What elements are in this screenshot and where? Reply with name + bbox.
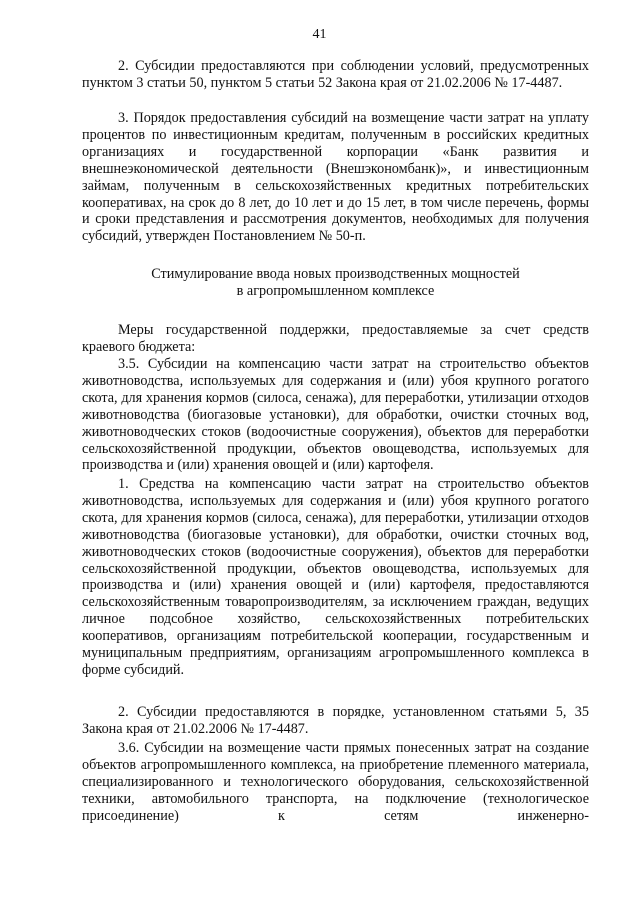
paragraph-text: 2. Субсидии предоставляются при соблюдении условий, предусмотренных пунктом 3 статьи 50, пунктом 5 статьи 52 Закона края от 21.02.2006 № 17-4487. [82, 58, 589, 91]
paragraph-text: Меры государственной поддержки, предоставляемые за счет средств краевого бюджета: [82, 322, 589, 355]
paragraph-text: 3.5. Субсидии на компенсацию части затрат на строительство объектов животноводства, используемых для содержания и (или) убоя крупного рогатого скота, для хранения кормов (силоса, сенажа), для переработки, утилизации отходов животноводства (биогазовые установки), для обработки, очистки сточных вод, животноводческих стоков (водоочистные сооружения), объектов для переработки сельскохозяйственной продукции, объектов овощеводства, используемых для производства и (или) хранения овощей и (или) картофеля. [82, 356, 589, 474]
paragraph-text: 2. Субсидии предоставляются в порядке, установленном статьями 5, 35 Закона края от 21.02.2006 № 17-4487. [82, 704, 589, 737]
paragraph-text: 1. Средства на компенсацию части затрат на строительство объектов животноводства, используемых для содержания и (или) убоя крупного рогатого скота, для хранения кормов (силоса, сенажа), для переработки, утилизации отходов животноводства (биогазовые установки), для обработки, очистки сточных вод, животноводческих стоков (водоочистные сооружения), объектов для переработки сельскохозяйственной продукции, объектов овощеводства, используемых для производства и (или) хранения овощей и (или) картофеля, предоставляются сельскохозяйственным товаропроизводителям, за исключением граждан, ведущих личное подсобное хозяйство, сельскохозяйственных потребительских кооперативов, организациям потребительской кооперации, государственным и муниципальным предприятиям, организациям агропромышленного комплекса в форме субсидий. [82, 476, 589, 678]
paragraph-item-3-5 [82, 356, 589, 474]
paragraph-text: 3. Порядок предоставления субсидий на возмещение части затрат на уплату процентов по инвестиционным кредитам, полученным в российских кредитных организациях и государственной корпорации «Банк развития и внешнеэкономической деятельности (Внешэкономбанк)», и инвестиционным займам, полученным в сельскохозяйственных кредитных потребительских кооперативах, на срок до 8 лет, до 10 лет и до 15 лет, в том числе перечень, формы и сроки представления и рассмотрения документов, необходимых для получения субсидий, утвержден Постановлением № 50-п. [82, 110, 589, 245]
paragraph-support-measures [82, 322, 589, 356]
paragraph-subsidy-procedure [82, 110, 589, 245]
paragraph-text: 3.6. Субсидии на возмещение части прямых понесенных затрат на создание объектов агропромышленного комплекса, на приобретение племенного материала, специализированного и технологического оборудования, сельскохозяйственной техники, автомобильного транспорта, на подключение (технологическое присоединение) к сетям инженерно- [82, 740, 589, 824]
paragraph-subsidy-conditions [82, 58, 589, 92]
page-number: 41 [312, 27, 327, 42]
heading-line-2: в агропромышленном комплексе [236, 282, 435, 299]
heading-line-1: Стимулирование ввода новых производственных мощностей [151, 266, 520, 282]
paragraph-provision-order [82, 704, 589, 738]
paragraph-funding-recipients [82, 476, 589, 679]
section-heading [82, 266, 589, 300]
paragraph-item-3-6 [82, 740, 589, 825]
